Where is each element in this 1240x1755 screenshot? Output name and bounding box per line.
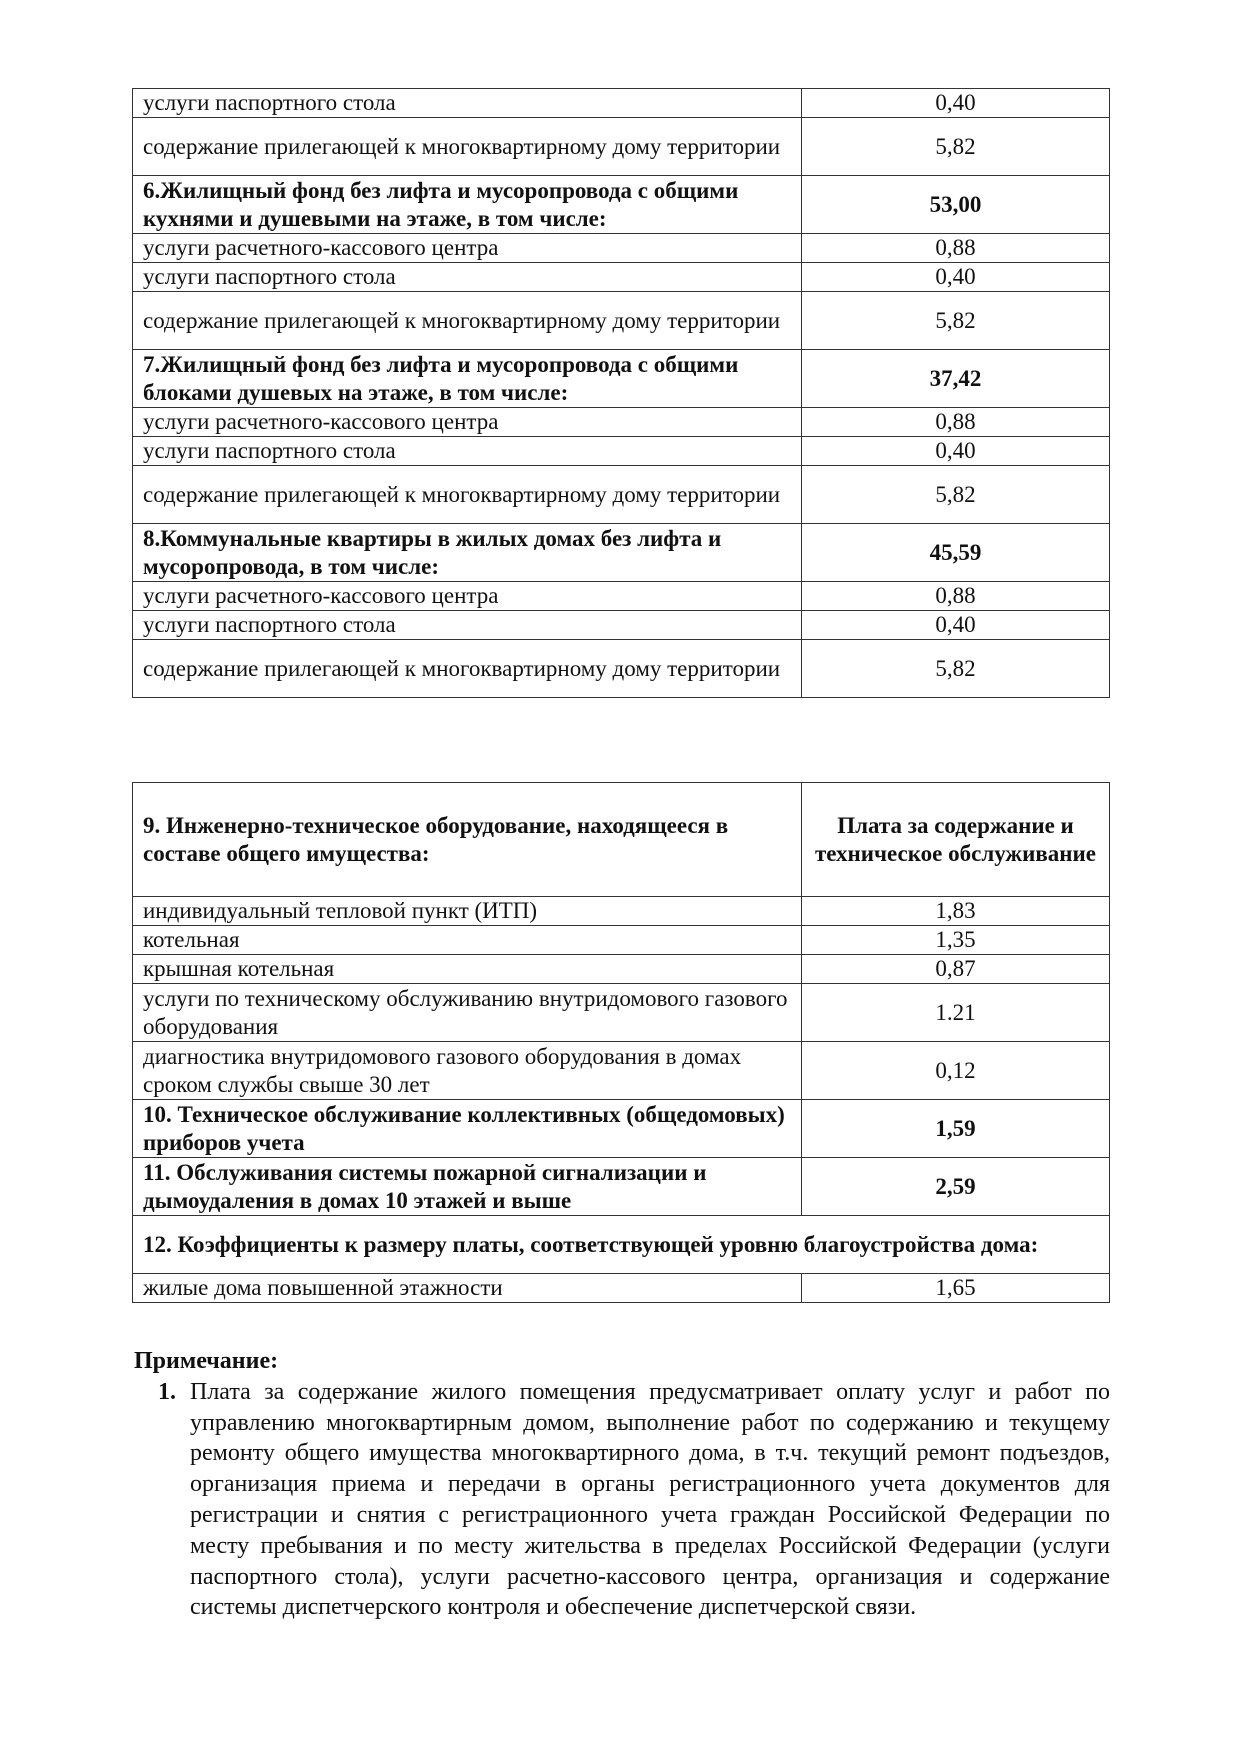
row-value: 5,82 bbox=[802, 118, 1110, 176]
note-section bbox=[134, 1346, 1110, 1623]
row-value: 0,12 bbox=[802, 1042, 1110, 1100]
row-value: 0,88 bbox=[802, 408, 1110, 437]
row-value: 0,40 bbox=[802, 89, 1110, 118]
table-row bbox=[133, 89, 1110, 118]
table-row bbox=[133, 263, 1110, 292]
row-label: услуги паспортного стола bbox=[133, 611, 802, 640]
table-row bbox=[133, 234, 1110, 263]
section-11-row bbox=[133, 1158, 1110, 1216]
row-label: услуги расчетного-кассового центра bbox=[133, 582, 802, 611]
section-heading: 7.Жилищный фонд без лифта и мусоропровода с общими блоками душевых на этаже, в том числе: bbox=[133, 350, 802, 408]
table-row bbox=[133, 466, 1110, 524]
section-heading: 12. Коэффициенты к размеру платы, соответствующей уровню благоустройства дома: bbox=[133, 1216, 1110, 1274]
row-value: 1,83 bbox=[802, 897, 1110, 926]
table-header-row bbox=[133, 783, 1110, 897]
section-heading: 8.Коммунальные квартиры в жилых домах без лифта и мусоропровода, в том числе: bbox=[133, 524, 802, 582]
row-label: содержание прилегающей к многоквартирному дому территории bbox=[133, 118, 802, 176]
table-row bbox=[133, 582, 1110, 611]
row-value: 5,82 bbox=[802, 292, 1110, 350]
table-row bbox=[133, 1274, 1110, 1303]
table-row bbox=[133, 1042, 1110, 1100]
row-value: 0,40 bbox=[802, 611, 1110, 640]
row-value: 5,82 bbox=[802, 640, 1110, 698]
row-label: услуги паспортного стола bbox=[133, 437, 802, 466]
row-value: 0,87 bbox=[802, 955, 1110, 984]
row-label: диагностика внутридомового газового оборудования в домах сроком службы свыше 30 лет bbox=[133, 1042, 802, 1100]
table-row bbox=[133, 611, 1110, 640]
section-total: 53,00 bbox=[802, 176, 1110, 234]
section-heading: 11. Обслуживания системы пожарной сигнализации и дымоудаления в домах 10 этажей и выше bbox=[133, 1158, 802, 1216]
row-value: 1.21 bbox=[802, 984, 1110, 1042]
section-total: 45,59 bbox=[802, 524, 1110, 582]
table-row bbox=[133, 640, 1110, 698]
row-label: услуги расчетного-кассового центра bbox=[133, 408, 802, 437]
section-total: 2,59 bbox=[802, 1158, 1110, 1216]
note-item-number: 1. bbox=[158, 1378, 176, 1405]
section-7-row bbox=[133, 350, 1110, 408]
note-item-text: Плата за содержание жилого помещения предусматривает оплату услуг и работ по управлению многоквартирным домом, выполнение работ по содержанию и текущему ремонту общего имущества многоквартирного дома, в т.ч. текущий ремонт подъездов, организация приема и передачи в органы регистрационного учета документов для регистрации и снятия с регистрационного учета граждан Российской Федерации по месту пребывания и по месту жительства в пределах Российской Федерации (услуги паспортного стола), услуги расчетно-кассового центра, организация и содержание системы диспетчерского контроля и обеспечение диспетчерской связи. bbox=[190, 1378, 1110, 1621]
section-6-row bbox=[133, 176, 1110, 234]
row-value: 1,65 bbox=[802, 1274, 1110, 1303]
row-label: содержание прилегающей к многоквартирному дому территории bbox=[133, 640, 802, 698]
table-row bbox=[133, 926, 1110, 955]
row-value: 5,82 bbox=[802, 466, 1110, 524]
row-label: котельная bbox=[133, 926, 802, 955]
section-heading: 6.Жилищный фонд без лифта и мусоропровода с общими кухнями и душевыми на этаже, в том числе: bbox=[133, 176, 802, 234]
row-label: услуги расчетного-кассового центра bbox=[133, 234, 802, 263]
row-label: содержание прилегающей к многоквартирному дому территории bbox=[133, 292, 802, 350]
note-title: Примечание: bbox=[134, 1348, 279, 1374]
row-value: 0,88 bbox=[802, 234, 1110, 263]
row-label: услуги паспортного стола bbox=[133, 263, 802, 292]
table-row bbox=[133, 408, 1110, 437]
fee-column-header: Плата за содержание и техническое обслуживание bbox=[802, 783, 1110, 897]
tariff-table-continued bbox=[132, 88, 1110, 698]
table-row bbox=[133, 897, 1110, 926]
table-row bbox=[133, 292, 1110, 350]
note-item bbox=[134, 1377, 1110, 1623]
table-row bbox=[133, 437, 1110, 466]
section-8-row bbox=[133, 524, 1110, 582]
row-value: 0,40 bbox=[802, 263, 1110, 292]
section-12-row bbox=[133, 1216, 1110, 1274]
row-label: содержание прилегающей к многоквартирному дому территории bbox=[133, 466, 802, 524]
table-row bbox=[133, 118, 1110, 176]
row-value: 1,35 bbox=[802, 926, 1110, 955]
row-value: 0,88 bbox=[802, 582, 1110, 611]
section-heading: 10. Техническое обслуживание коллективных (общедомовых) приборов учета bbox=[133, 1100, 802, 1158]
section-10-row bbox=[133, 1100, 1110, 1158]
table-row bbox=[133, 984, 1110, 1042]
row-label: индивидуальный тепловой пункт (ИТП) bbox=[133, 897, 802, 926]
section-total: 1,59 bbox=[802, 1100, 1110, 1158]
row-label: услуги паспортного стола bbox=[133, 89, 802, 118]
row-label: услуги по техническому обслуживанию внутридомового газового оборудования bbox=[133, 984, 802, 1042]
row-value: 0,40 bbox=[802, 437, 1110, 466]
row-label: крышная котельная bbox=[133, 955, 802, 984]
engineering-equipment-table bbox=[132, 782, 1110, 1303]
section-9-heading: 9. Инженерно-техническое оборудование, находящееся в составе общего имущества: bbox=[133, 783, 802, 897]
table-row bbox=[133, 955, 1110, 984]
row-label: жилые дома повышенной этажности bbox=[133, 1274, 802, 1303]
section-total: 37,42 bbox=[802, 350, 1110, 408]
